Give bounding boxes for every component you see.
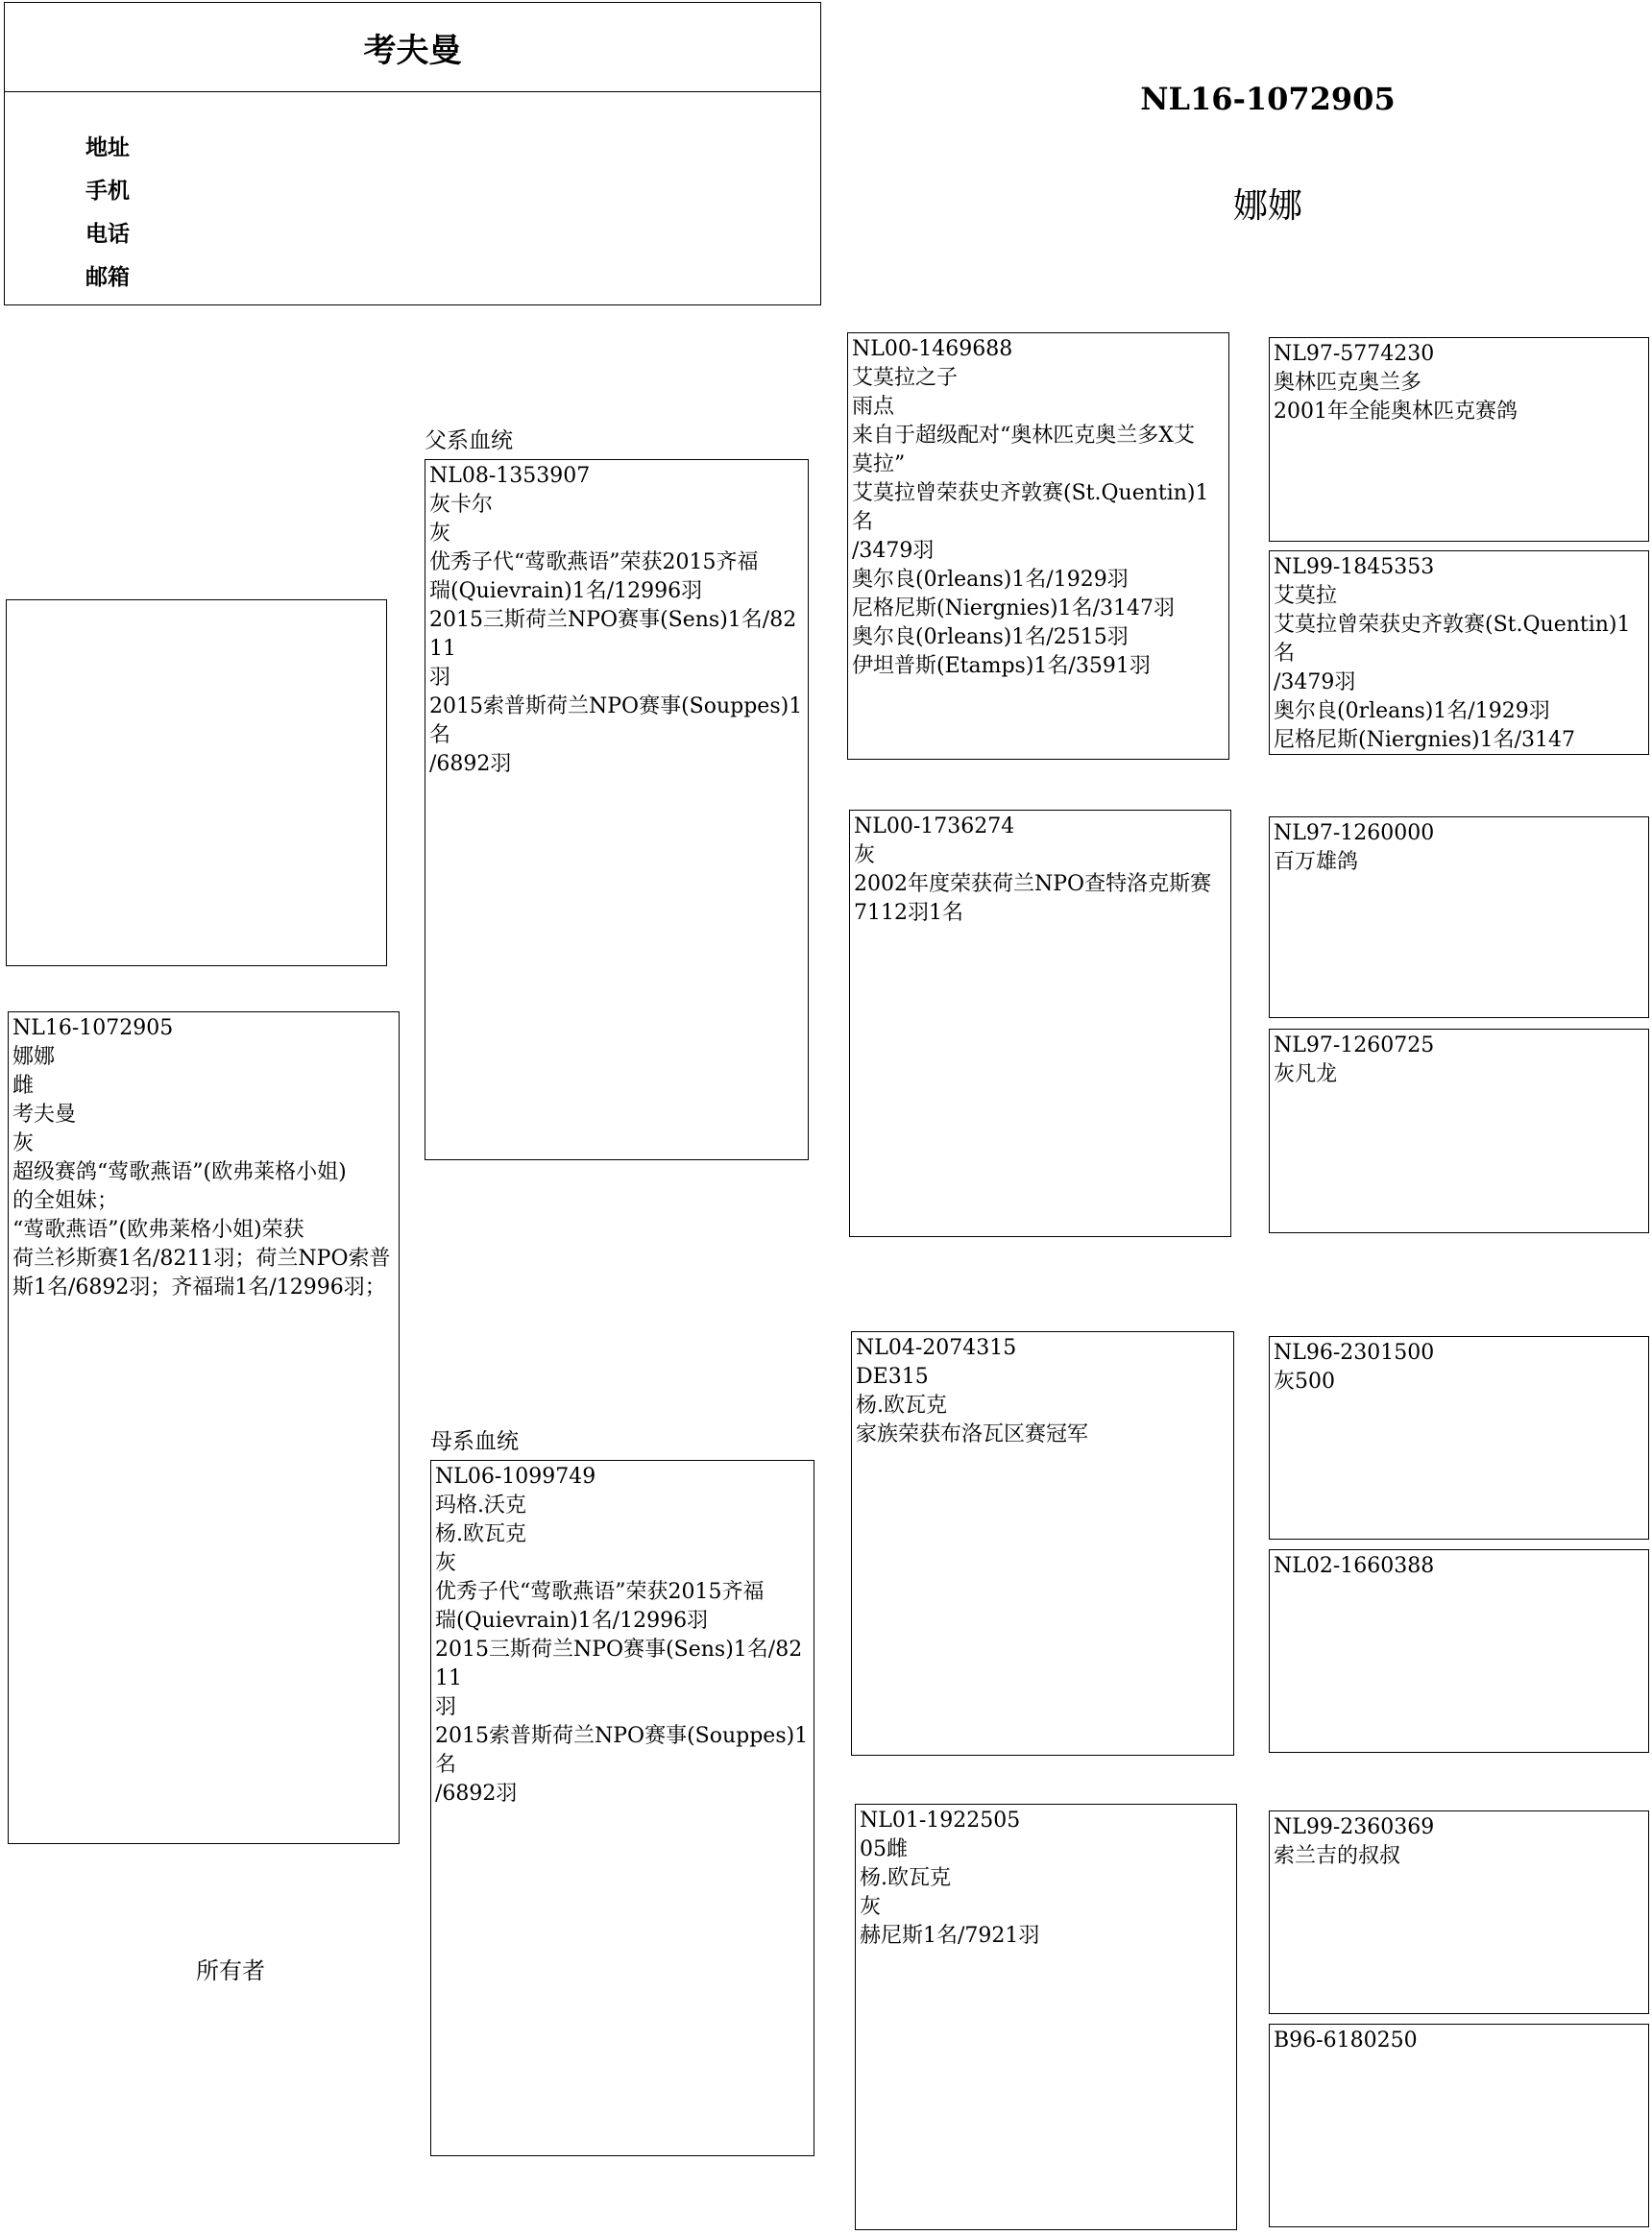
pedigree-line: 雨点 xyxy=(852,395,895,419)
pedigree-line: 瑞(Quievrain)1名/12996羽 xyxy=(429,579,703,603)
pedigree-line: /6892羽 xyxy=(435,1782,518,1806)
pedigree-line: 杨.欧瓦克 xyxy=(860,1866,951,1890)
pedigree-line: 索兰吉的叔叔 xyxy=(1274,1844,1401,1868)
sire-line-label: 父系血统 xyxy=(425,428,513,453)
loft-name: 考夫曼 xyxy=(5,3,820,92)
pedigree-line: 优秀子代“莺歌燕语”荣获2015齐福 xyxy=(429,550,759,574)
pedigree-line: 灰卡尔 xyxy=(429,493,494,517)
pedigree-line: 灰 xyxy=(860,1895,882,1919)
pedigree-line: 荷兰衫斯赛1名/8211羽；荷兰NPO索普 xyxy=(12,1247,391,1271)
pedigree-line: 家族荣获布洛瓦区赛冠军 xyxy=(856,1422,1089,1446)
pedigree-line: 娜娜 xyxy=(12,1045,56,1069)
grandparent-card xyxy=(851,1331,1234,1756)
owner-label: 所有者 xyxy=(196,1957,265,1984)
great-grandparent-card xyxy=(1269,337,1649,542)
pedigree-line: 灰 xyxy=(854,843,876,867)
pedigree-line: 灰 xyxy=(435,1551,457,1575)
pedigree-line: 2002年度荣获荷兰NPO查特洛克斯赛 xyxy=(854,872,1212,896)
pedigree-line: 2015索普斯荷兰NPO赛事(Souppes)1名 xyxy=(429,694,803,747)
pedigree-line: 灰 xyxy=(429,522,451,546)
dam-card xyxy=(430,1460,814,2156)
pedigree-line: 艾莫拉 xyxy=(1274,584,1338,608)
pigeon-ring-number: NL16-1072905 xyxy=(1140,81,1396,117)
pedigree-line: 艾莫拉曾荣获史齐敦赛(St.Quentin)1名 xyxy=(852,481,1209,534)
pedigree-line: 2015索普斯荷兰NPO赛事(Souppes)1名 xyxy=(435,1724,809,1777)
pedigree-line: 雌 xyxy=(12,1074,35,1098)
pedigree-line: /3479羽 xyxy=(1274,670,1356,694)
grandparent-card xyxy=(855,1804,1237,2230)
pedigree-line: 斯1名/6892羽；齐福瑞1名/12996羽； xyxy=(12,1275,386,1300)
great-grandparent-card xyxy=(1269,1810,1649,2014)
pedigree-line: 杨.欧瓦克 xyxy=(856,1394,947,1418)
sire-card xyxy=(425,459,809,1160)
grandparent-card xyxy=(847,332,1229,760)
pedigree-line: 来自于超级配对“奥林匹克奥兰多X艾 xyxy=(852,424,1195,448)
pedigree-line: NL04-2074315 xyxy=(856,1336,1017,1360)
pedigree-line: NL08-1353907 xyxy=(429,464,591,488)
pedigree-line: /6892羽 xyxy=(429,752,512,776)
pedigree-line: 2015三斯荷兰NPO赛事(Sens)1名/8211 xyxy=(429,608,797,661)
pedigree-line: 瑞(Quievrain)1名/12996羽 xyxy=(435,1609,709,1633)
address-label: 地址 xyxy=(85,134,130,160)
pedigree-line: NL16-1072905 xyxy=(12,1016,174,1040)
pedigree-line: 尼格尼斯(Niergnies)1名/3147 xyxy=(1274,728,1575,752)
mobile-label: 手机 xyxy=(85,178,130,204)
pedigree-line: 百万雄鸽 xyxy=(1274,850,1359,874)
pedigree-line: 杨.欧瓦克 xyxy=(435,1522,526,1546)
pedigree-line: 考夫曼 xyxy=(12,1103,77,1127)
phone-label: 电话 xyxy=(85,221,130,247)
grandparent-card xyxy=(849,810,1231,1237)
pedigree-line: 羽 xyxy=(429,666,451,690)
pedigree-line: 莫拉” xyxy=(852,452,906,476)
great-grandparent-card xyxy=(1269,550,1649,755)
contact-fields xyxy=(85,126,130,299)
pedigree-line: 超级赛鸽“莺歌燕语”(欧弗莱格小姐) xyxy=(12,1160,347,1184)
pedigree-line: NL97-1260000 xyxy=(1274,821,1435,845)
pedigree-line: 玛格.沃克 xyxy=(435,1494,526,1518)
pedigree-line: NL97-1260725 xyxy=(1274,1033,1435,1057)
pedigree-line: 奥林匹克奥兰多 xyxy=(1274,371,1422,395)
pedigree-line: DE315 xyxy=(856,1365,929,1389)
pedigree-line: 奥尔良(0rleans)1名/2515羽 xyxy=(852,625,1129,649)
pedigree-line: 赫尼斯1名/7921羽 xyxy=(860,1924,1040,1948)
pedigree-line: 羽 xyxy=(435,1695,457,1719)
subject-pigeon-card xyxy=(8,1011,400,1844)
pedigree-line: 7112羽1名 xyxy=(854,901,963,925)
pedigree-line: 尼格尼斯(Niergnies)1名/3147羽 xyxy=(852,596,1175,620)
pedigree-line: 的全姐妹； xyxy=(12,1189,119,1213)
pedigree-line: NL99-2360369 xyxy=(1274,1815,1435,1839)
pedigree-line: 灰500 xyxy=(1274,1370,1335,1394)
great-grandparent-card xyxy=(1269,816,1649,1018)
pedigree-line: NL01-1922505 xyxy=(860,1809,1021,1833)
great-grandparent-card xyxy=(1269,1029,1649,1233)
pedigree-line: NL97-5774230 xyxy=(1274,342,1435,366)
pedigree-line: 灰 xyxy=(12,1131,35,1155)
great-grandparent-card xyxy=(1269,1549,1649,1753)
photo-placeholder xyxy=(6,599,387,966)
pedigree-line: “莺歌燕语”(欧弗莱格小姐)荣获 xyxy=(12,1218,304,1242)
pedigree-line: /3479羽 xyxy=(852,539,935,563)
pedigree-line: B96-6180250 xyxy=(1274,2029,1418,2053)
pedigree-line: NL00-1736274 xyxy=(854,814,1015,838)
pigeon-name: 娜娜 xyxy=(1232,186,1302,226)
pedigree-line: 伊坦普斯(Etamps)1名/3591羽 xyxy=(852,654,1151,678)
pedigree-line: NL96-2301500 xyxy=(1274,1341,1435,1365)
pedigree-line: NL06-1099749 xyxy=(435,1465,596,1489)
pedigree-line: NL99-1845353 xyxy=(1274,555,1435,579)
header-box xyxy=(4,2,821,305)
email-label: 邮箱 xyxy=(85,264,130,290)
pedigree-line: 艾莫拉曾荣获史齐敦赛(St.Quentin)1名 xyxy=(1274,613,1631,666)
great-grandparent-card xyxy=(1269,2024,1649,2227)
great-grandparent-card xyxy=(1269,1336,1649,1540)
pedigree-line: 艾莫拉之子 xyxy=(852,366,959,390)
pedigree-line: 2001年全能奥林匹克赛鸽 xyxy=(1274,400,1518,424)
pedigree-line: 优秀子代“莺歌燕语”荣获2015齐福 xyxy=(435,1580,765,1604)
pedigree-line: 灰凡龙 xyxy=(1274,1062,1338,1086)
pedigree-line: 2015三斯荷兰NPO赛事(Sens)1名/8211 xyxy=(435,1638,803,1690)
pedigree-line: 奥尔良(0rleans)1名/1929羽 xyxy=(852,568,1129,592)
dam-line-label: 母系血统 xyxy=(430,1429,519,1454)
pedigree-line: NL00-1469688 xyxy=(852,337,1013,361)
pedigree-line: 05雌 xyxy=(860,1837,908,1861)
pedigree-line: NL02-1660388 xyxy=(1274,1554,1435,1578)
pedigree-line: 奥尔良(0rleans)1名/1929羽 xyxy=(1274,699,1550,723)
